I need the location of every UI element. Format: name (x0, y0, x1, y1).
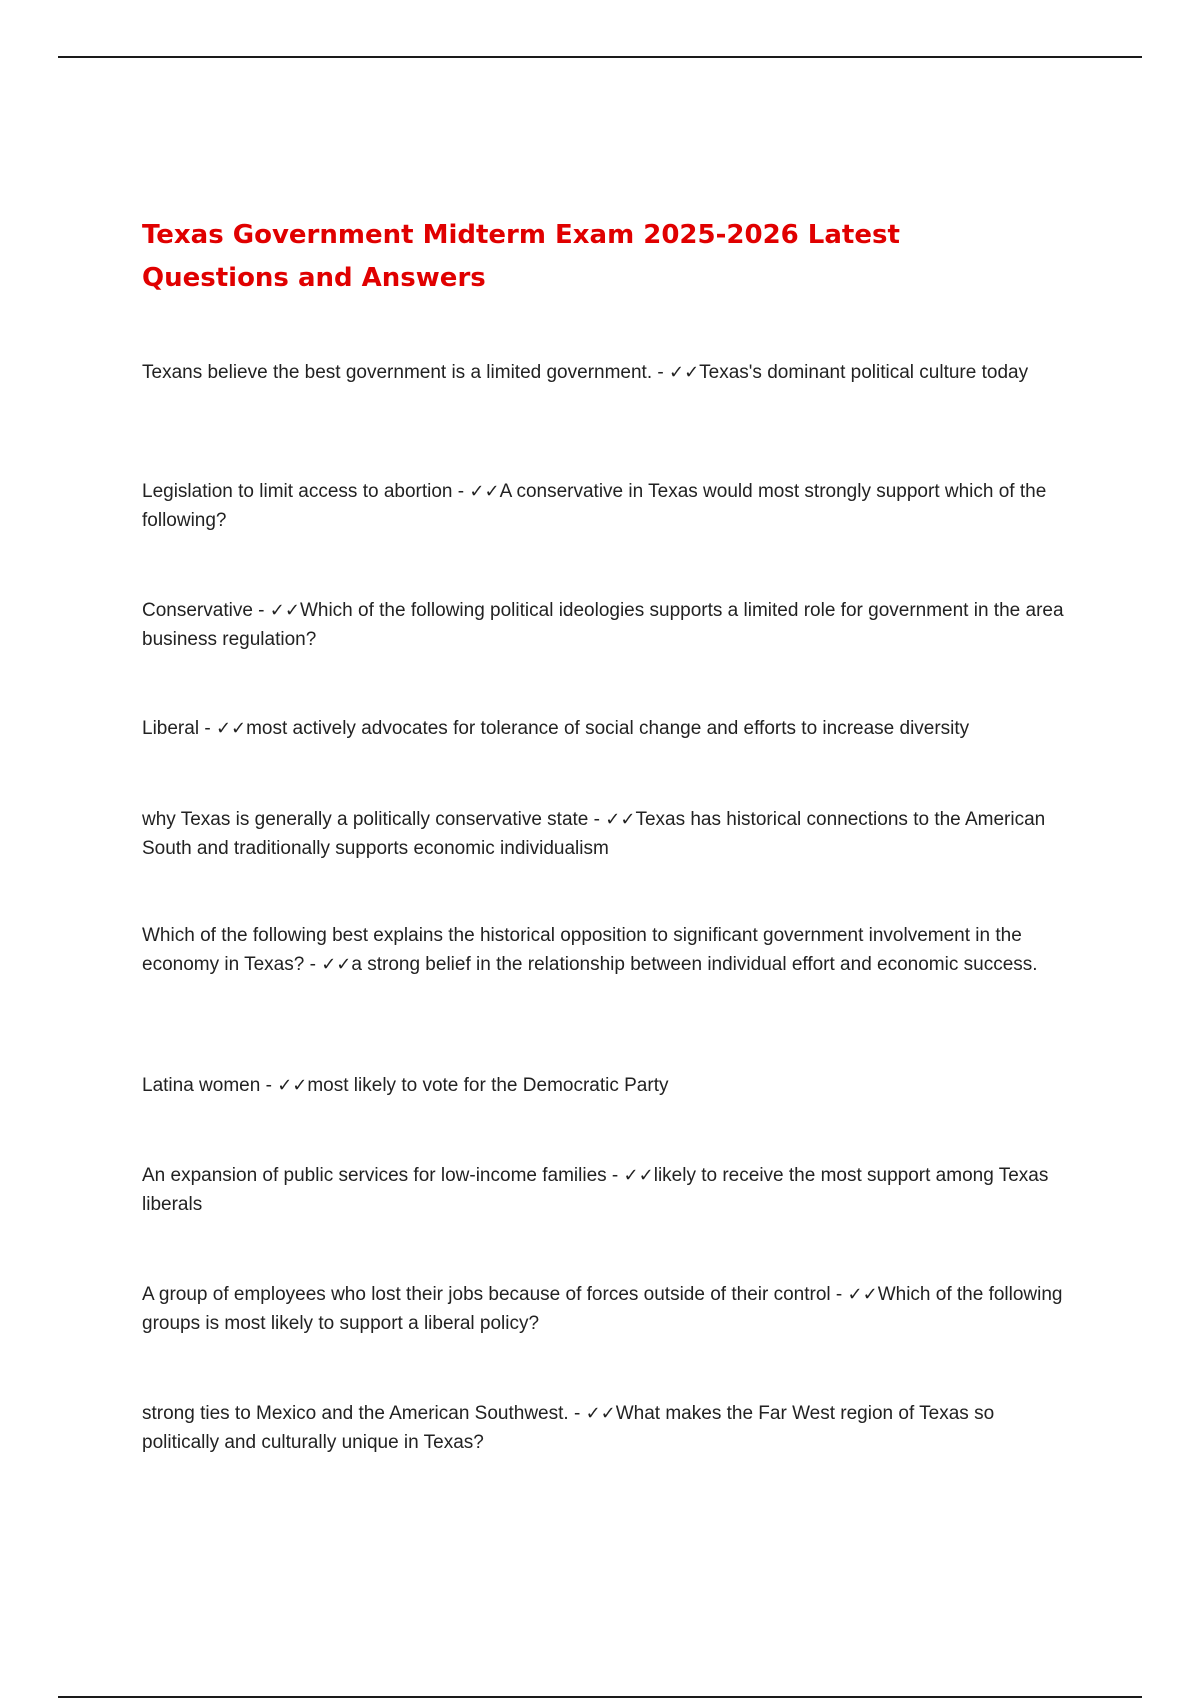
top-page-rule (58, 56, 1142, 58)
qa-item-9: A group of employees who lost their jobs because of forces outside of their control - ✓✓Which of the following groups is most likely to support a liberal policy? (142, 1284, 1063, 1334)
qa-back: Texas has historical connections to the American South and traditionally supports economic individualism (142, 809, 1046, 859)
qa-back: Texas's dominant political culture today (699, 362, 1029, 383)
qa-front: Legislation to limit access to abortion (142, 481, 453, 502)
qa-back: Which of the following groups is most likely to support a liberal policy? (142, 1284, 1063, 1334)
double-check-icon: ✓✓ (321, 953, 352, 975)
double-check-icon: ✓✓ (585, 1403, 616, 1424)
qa-front: Latina women (142, 1075, 261, 1096)
qa-back: likely to receive the most support among Texas liberals (142, 1165, 1049, 1215)
double-check-icon: ✓✓ (623, 1165, 654, 1186)
qa-back: most actively advocates for tolerance of social change and efforts to increase diversity (246, 718, 970, 739)
qa-front: A group of employees who lost their jobs because of forces outside of their control (142, 1284, 831, 1305)
qa-item-4: Liberal - ✓✓most actively advocates for tolerance of social change and efforts to increase diversity (142, 718, 970, 739)
qa-item-2: Legislation to limit access to abortion - ✓✓A conservative in Texas would most strongly support which of the following? (142, 481, 1047, 531)
qa-item-6: Which of the following best explains the historical opposition to significant government involvement in the economy in Texas? - ✓✓a strong belief in the relationship between individual effort and economic success. (142, 925, 1038, 975)
double-check-icon: ✓✓ (269, 600, 300, 621)
qa-back: a strong belief in the relationship between individual effort and economic success. (351, 953, 1038, 975)
qa-front: Texans believe the best government is a limited government. (142, 362, 653, 383)
qa-front: Liberal (142, 718, 200, 739)
qa-item-3: Conservative - ✓✓Which of the following political ideologies supports a limited role for government in the area business regulation? (142, 600, 1064, 650)
qa-back: What makes the Far West region of Texas so politically and culturally unique in Texas? (142, 1403, 995, 1453)
qa-back: Which of the following political ideologies supports a limited role for government in the area business regulation? (142, 600, 1064, 650)
qa-item-1: Texans believe the best government is a limited government. - ✓✓Texas's dominant political culture today (142, 362, 1029, 383)
double-check-icon: ✓✓ (215, 718, 247, 739)
qa-item-10: strong ties to Mexico and the American Southwest. - ✓✓What makes the Far West region of Texas so politically and culturally unique in Texas? (142, 1403, 995, 1453)
qa-front: strong ties to Mexico and the American Southwest. (142, 1403, 569, 1424)
double-check-icon: ✓✓ (847, 1284, 878, 1305)
double-check-icon: ✓✓ (605, 809, 636, 830)
qa-back: most likely to vote for the Democratic Party (307, 1075, 669, 1096)
qa-back: A conservative in Texas would most strongly support which of the following? (142, 481, 1047, 531)
double-check-icon: ✓✓ (277, 1075, 308, 1096)
qa-item-5: why Texas is generally a politically conservative state - ✓✓Texas has historical connections to the American South and traditionally supports economic individualism (142, 809, 1046, 859)
qa-item-8: An expansion of public services for low-income families - ✓✓likely to receive the most support among Texas liberals (142, 1165, 1049, 1215)
qa-front: Which of the following best explains the historical opposition to significant government involvement in the economy in Texas? (142, 925, 1022, 975)
page-title: Texas Government Midterm Exam 2025-2026 Latest Questions and Answers (142, 220, 900, 293)
qa-item-7: Latina women - ✓✓most likely to vote for the Democratic Party (142, 1075, 669, 1096)
bottom-page-rule (58, 1696, 1142, 1698)
qa-front: why Texas is generally a politically conservative state (142, 809, 589, 830)
double-check-icon: ✓✓ (469, 481, 500, 502)
qa-front: An expansion of public services for low-income families (142, 1165, 607, 1186)
qa-front: Conservative (142, 600, 253, 621)
double-check-icon: ✓✓ (669, 362, 700, 383)
